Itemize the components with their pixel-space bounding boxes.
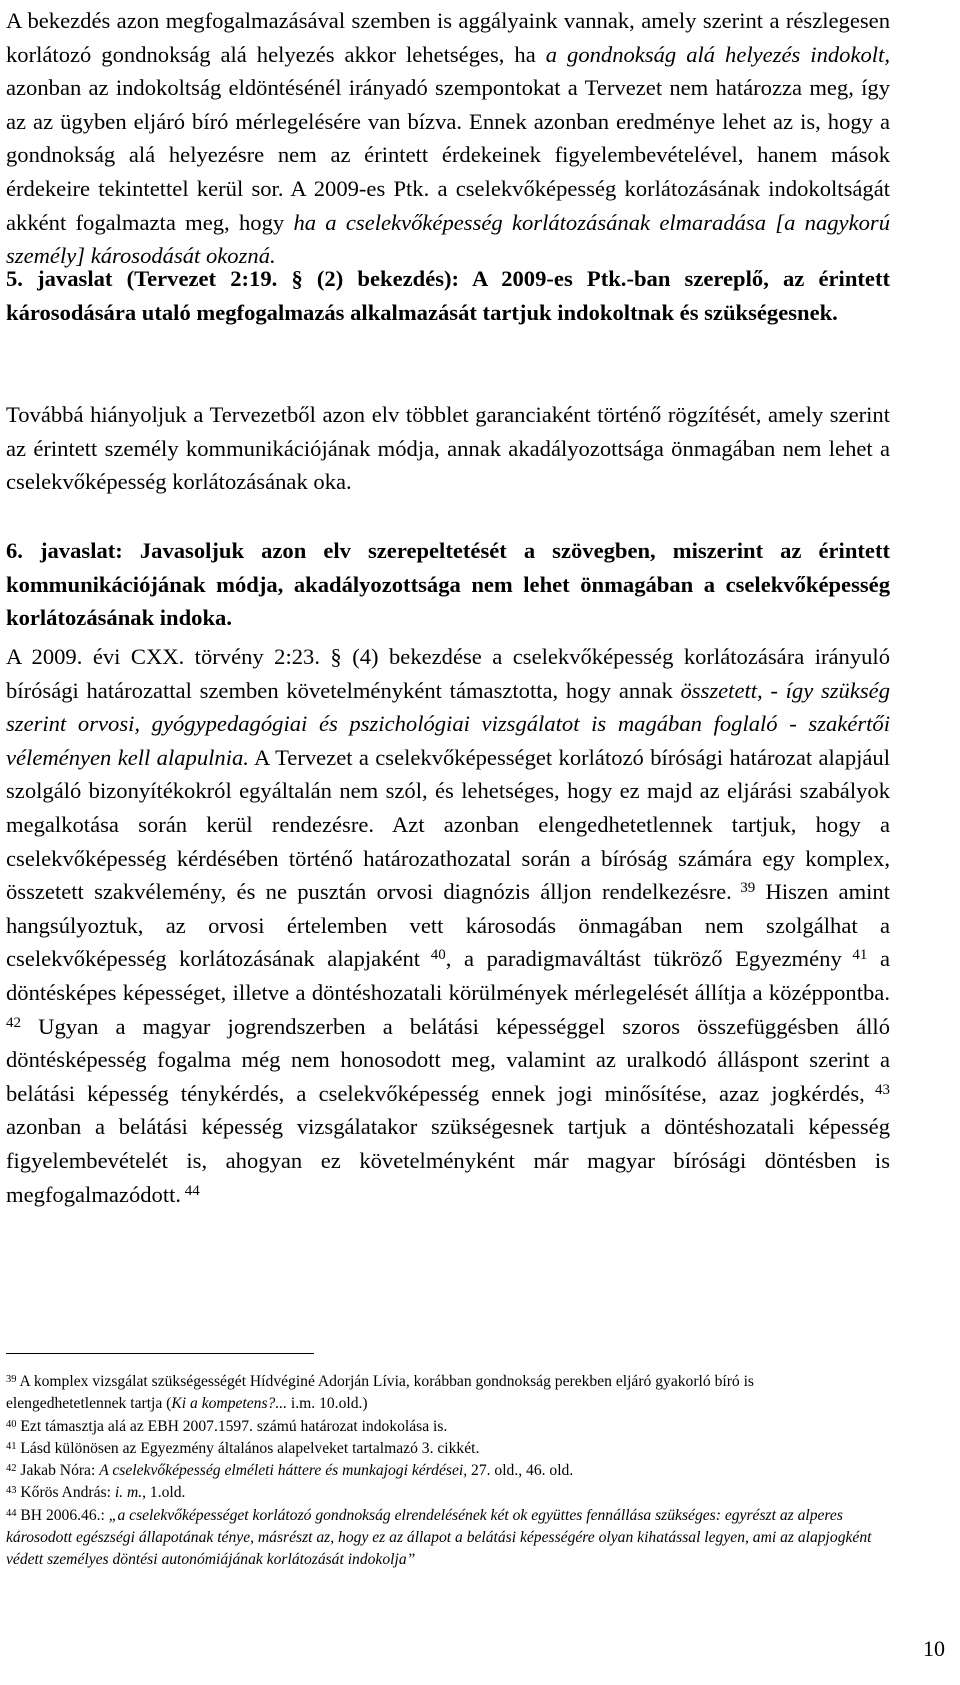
text-run: összetett, - így szükség szerint orvosi, gyógypedagógiai és pszichológiai vizsgálatot is magában foglaló - szakértői véleményen kell alapulnia. xyxy=(6,677,890,770)
text-run: Ezt támasztja alá az EBH 2007.1597. számú határozat indokolása is. xyxy=(16,1417,448,1435)
text-run: i.m. 10.old.) xyxy=(287,1395,368,1413)
footnote-ref: 41 xyxy=(841,947,868,964)
page-number: 10 xyxy=(923,1636,945,1661)
text-run: A cselekvőképesség elméleti háttere és munkajogi kérdései, xyxy=(99,1462,468,1480)
footnote-ref: 43 xyxy=(864,1081,891,1098)
text-run: azonban a belátási képesség vizsgálatakor szükségesnek tartjuk a döntéshozatali képesség figyelembevételét is, ahogyan ez követelményként már magyar bírósági döntésben is megfogalmazódott. xyxy=(6,1114,890,1207)
text-run: A komplex vizsgálat szükségességét Hídvéginé Adorján Lívia, korábban gondnokság perekben eljáró gyakorló bíró is elengedhetetlennek tartja ( xyxy=(6,1373,754,1413)
text-run: A 2009. évi CXX. törvény 2:23. § (4) bekezdése a cselekvőképesség korlátozására irányuló bírósági határozattal szemben követelményként támasztotta, hogy annak xyxy=(6,644,890,703)
paragraph-5 xyxy=(6,640,890,1211)
footnote-ref: 40 xyxy=(420,947,446,964)
footnote-ref: 41 xyxy=(6,1440,17,1452)
footnote-ref: 44 xyxy=(6,1507,17,1519)
text-run: „a cselekvőképességet korlátozó gondnokság elrendelésének két ok együttes fennállása szükséges: egyrészt az alperes károsodott egészségi állapotának ténye, másrészt az, hogy ez az állapot a belátási képességére olyan kihatással legyen, ami az alapjogként védett személyes döntési autonómiájának korlátozását indokolja” xyxy=(6,1506,872,1569)
footnotes xyxy=(6,1371,876,1572)
text-run: i. m. xyxy=(114,1484,143,1502)
text-run: , a paradigmaváltást tükröző Egyezmény xyxy=(445,946,842,972)
text-run: 27. old., 46. old. xyxy=(467,1462,574,1480)
text-run: Hiszen amint hangsúlyoztuk, az orvosi értelemben vett károsodás önmagában nem szolgálhat a cselekvőképesség korlátozásának alapjaként xyxy=(6,879,890,972)
text-run: Lásd különösen az Egyezmény általános alapelveket tartalmazó 3. cikkét. xyxy=(16,1439,480,1457)
footnote-43 xyxy=(6,1482,876,1504)
text-run: Ugyan a magyar jogrendszerben a belátási képességgel szoros összefüggésben álló döntésképesség fogalma még nem honosodott meg, valamint az uralkodó álláspont szerint a belátási képesség ténykérdés, a cselekvőképesség ennek jogi minősítése, azaz jogkérdés, xyxy=(6,1013,890,1106)
text-run: a gondnokság alá helyezés indokolt, xyxy=(545,41,890,67)
text-run: Ki a kompetens?... xyxy=(171,1395,288,1413)
footnote-ref: 42 xyxy=(6,1463,17,1475)
proposal-6 xyxy=(6,534,890,635)
footnote-42 xyxy=(6,1460,876,1482)
paragraph-1 xyxy=(6,4,890,273)
text-run: Kőrös András: xyxy=(16,1484,115,1502)
text-run: A bekezdés azon megfogalmazásával szemben is aggályaink vannak, amely szerint a részlegesen korlátozó gondnokság alá helyezés akkor lehetséges, ha xyxy=(6,8,890,67)
footnote-44 xyxy=(6,1505,876,1572)
footnote-41 xyxy=(6,1438,876,1460)
text-run: ha a cselekvőképesség korlátozásának elmaradása [a nagykorú személy] károsodását okozná. xyxy=(6,209,890,269)
footnote-separator xyxy=(6,1353,314,1354)
text-run: Továbbá hiányoljuk a Tervezetből azon elv többlet garanciaként történő rögzítését, amely szerint az érintett személy kommunikációjának módja, annak akadályozottsága önmagában nem lehet a cselekvőképesség korlátozásának oka. xyxy=(6,402,890,495)
footnote-ref: 40 xyxy=(6,1418,17,1430)
footnote-ref: 42 xyxy=(6,1014,21,1031)
text-run: 5. javaslat (Tervezet 2:19. § (2) bekezdés): A 2009-es Ptk.-ban szereplő, az érintett károsodására utaló megfogalmazás alkalmazását tartjuk indokoltnak és szükségesnek. xyxy=(6,266,890,325)
text-run: 6. javaslat: Javasoljuk azon elv szerepeltetését a szövegben, miszerint az érintett kommunikációjának módja, akadályozottsága nem lehet önmagában a cselekvőképesség korlátozásának indoka. xyxy=(6,538,890,631)
text-run: A Tervezet a cselekvőképességet korlátozó bírósági határozat alapjául szolgáló bizonyítékokról egyáltalán nem szól, és lehetséges, hogy ez majd az eljárási szabályok megalkotása során kerül rendezésre. Azt azonban elengedhetetlennek tartjuk, hogy a cselekvőképesség kérdésében történő határozathozatal során a bíróság számára egy komplex, összetett szakvélemény, és ne pusztán orvosi diagnózis álljon rendelkezésre. xyxy=(6,744,890,905)
text-run: BH 2006.46.: xyxy=(16,1506,109,1524)
footnote-40 xyxy=(6,1416,876,1438)
text-run: Jakab Nóra: xyxy=(16,1462,100,1480)
paragraph-3 xyxy=(6,398,890,499)
proposal-5 xyxy=(6,262,890,329)
footnote-ref: 39 xyxy=(731,880,756,897)
text-run: a döntésképes képességet, illetve a döntéshozatali körülmények mérlegelését állítja a középpontba. xyxy=(6,946,891,1005)
footnote-ref: 43 xyxy=(6,1485,17,1497)
text-run: , 1.old. xyxy=(142,1484,186,1502)
footnote-ref: 39 xyxy=(6,1374,17,1385)
footnote-39 xyxy=(6,1371,876,1416)
text-run: azonban az indokoltság eldöntésénél irányadó szempontokat a Tervezet nem határozza meg, így az az ügyben eljáró bíró mérlegelésére van bízva. Ennek azonban eredménye lehet az is, hogy a gondnokság alá helyezésre nem az érintett érdekeinek figyelembevételével, hanem mások érdekeire tekintettel kerül sor. A 2009-es Ptk. a cselekvőképesség korlátozásának indokoltságát akként fogalmazta meg, hogy xyxy=(6,75,890,235)
footnote-ref: 44 xyxy=(181,1182,200,1199)
